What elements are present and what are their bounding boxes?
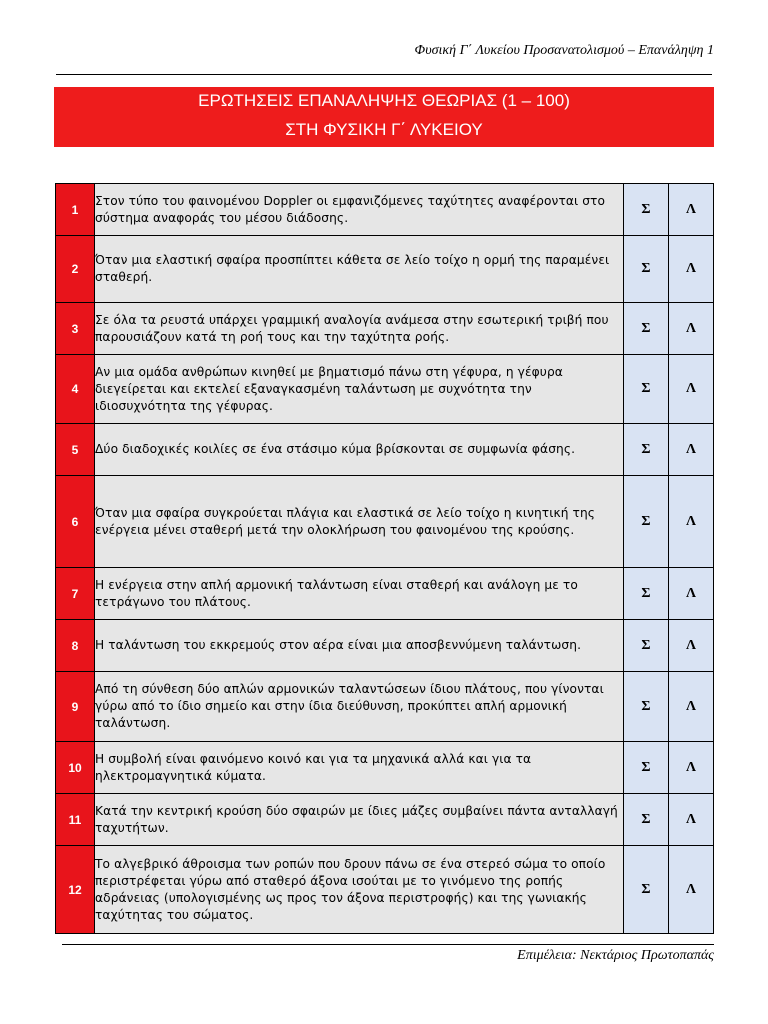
question-row — [56, 476, 714, 568]
answer-true-cell[interactable]: Σ — [624, 794, 669, 846]
footer-rule — [62, 944, 714, 945]
question-number: 12 — [56, 846, 95, 934]
title-banner — [54, 87, 714, 147]
answer-false-cell[interactable]: Λ — [669, 620, 714, 672]
answer-true-cell[interactable]: Σ — [624, 236, 669, 303]
answer-false-cell[interactable]: Λ — [669, 476, 714, 568]
question-number: 4 — [56, 355, 95, 424]
question-number: 7 — [56, 568, 95, 620]
question-row — [56, 424, 714, 476]
question-number: 6 — [56, 476, 95, 568]
question-text: Δύο διαδοχικές κοιλίες σε ένα στάσιμο κύμα βρίσκονται σε συμφωνία φάσης. — [95, 424, 624, 476]
question-number: 11 — [56, 794, 95, 846]
answer-true-cell[interactable]: Σ — [624, 424, 669, 476]
questions-table — [55, 183, 714, 934]
question-row — [56, 236, 714, 303]
question-row — [56, 846, 714, 934]
header-rule — [56, 74, 712, 75]
answer-false-cell[interactable]: Λ — [669, 672, 714, 742]
page-footer: Επιμέλεια: Νεκτάριος Πρωτοπαπάς — [517, 948, 714, 963]
answer-false-cell[interactable]: Λ — [669, 794, 714, 846]
question-row — [56, 355, 714, 424]
answer-true-cell[interactable]: Σ — [624, 672, 669, 742]
question-text: Σε όλα τα ρευστά υπάρχει γραμμική αναλογία ανάμεσα στην εσωτερική τριβή που παρουσιάζουν κατά τη ροή τους και την ταχύτητα ροής. — [95, 303, 624, 355]
question-text: Η συμβολή είναι φαινόμενο κοινό και για τα μηχανικά αλλά και για τα ηλεκτρομαγνητικά κύματα. — [95, 742, 624, 794]
question-text: Το αλγεβρικό άθροισμα των ροπών που δρουν πάνω σε ένα στερεό σώμα το οποίο περιστρέφεται γύρω από σταθερό άξονα ισούται με το γινόμενο της ροπής αδράνειας (υπολογισμένης ως προς τον άξονα περιστροφής) και της γωνιακής ταχύτητας του σώματος. — [95, 846, 624, 934]
question-number: 5 — [56, 424, 95, 476]
question-number: 2 — [56, 236, 95, 303]
answer-true-cell[interactable]: Σ — [624, 184, 669, 236]
page-header: Φυσική Γ΄ Λυκείου Προσανατολισμού – Επανάληψη 1 — [414, 43, 714, 58]
question-text: Στον τύπο του φαινομένου Doppler οι εμφανιζόμενες ταχύτητες αναφέρονται στο σύστημα αναφοράς του μέσου διάδοσης. — [95, 184, 624, 236]
question-text: Όταν μια σφαίρα συγκρούεται πλάγια και ελαστικά σε λείο τοίχο η κινητική της ενέργεια μένει σταθερή μετά την ολοκλήρωση του φαινομένου της κρούσης. — [95, 476, 624, 568]
question-number: 10 — [56, 742, 95, 794]
question-number: 3 — [56, 303, 95, 355]
answer-false-cell[interactable]: Λ — [669, 184, 714, 236]
question-text: Κατά την κεντρική κρούση δύο σφαιρών με ίδιες μάζες συμβαίνει πάντα ανταλλαγή ταχυτήτων. — [95, 794, 624, 846]
question-row — [56, 303, 714, 355]
answer-true-cell[interactable]: Σ — [624, 846, 669, 934]
question-text: Όταν μια ελαστική σφαίρα προσπίπτει κάθετα σε λείο τοίχο η ορμή της παραμένει σταθερή. — [95, 236, 624, 303]
question-text: Η ενέργεια στην απλή αρμονική ταλάντωση είναι σταθερή και ανάλογη με το τετράγωνο του πλάτους. — [95, 568, 624, 620]
question-number: 1 — [56, 184, 95, 236]
question-text: Η ταλάντωση του εκκρεμούς στον αέρα είναι μια αποσβεννύμενη ταλάντωση. — [95, 620, 624, 672]
answer-false-cell[interactable]: Λ — [669, 236, 714, 303]
answer-true-cell[interactable]: Σ — [624, 620, 669, 672]
answer-false-cell[interactable]: Λ — [669, 303, 714, 355]
answer-false-cell[interactable]: Λ — [669, 846, 714, 934]
question-number: 8 — [56, 620, 95, 672]
answer-false-cell[interactable]: Λ — [669, 424, 714, 476]
question-row — [56, 672, 714, 742]
answer-true-cell[interactable]: Σ — [624, 476, 669, 568]
banner-title-line1: ΕΡΩΤΗΣΕΙΣ ΕΠΑΝΑΛΗΨΗΣ ΘΕΩΡΙΑΣ (1 – 100) — [198, 91, 570, 110]
question-row — [56, 620, 714, 672]
answer-false-cell[interactable]: Λ — [669, 742, 714, 794]
question-row — [56, 568, 714, 620]
question-row — [56, 794, 714, 846]
answer-true-cell[interactable]: Σ — [624, 742, 669, 794]
question-text: Από τη σύνθεση δύο απλών αρμονικών ταλαντώσεων ίδιου πλάτους, που γίνονται γύρω από το ίδιο σημείο και στην ίδια διεύθυνση, προκύπτει απλή αρμονική ταλάντωση. — [95, 672, 624, 742]
banner-title-line2: ΣΤΗ ΦΥΣΙΚΗ Γ΄ ΛΥΚΕΙΟΥ — [285, 120, 483, 139]
answer-true-cell[interactable]: Σ — [624, 303, 669, 355]
answer-false-cell[interactable]: Λ — [669, 568, 714, 620]
answer-true-cell[interactable]: Σ — [624, 355, 669, 424]
question-row — [56, 742, 714, 794]
question-number: 9 — [56, 672, 95, 742]
question-row — [56, 184, 714, 236]
question-text: Αν μια ομάδα ανθρώπων κινηθεί με βηματισμό πάνω στη γέφυρα, η γέφυρα διεγείρεται και εκτελεί εξαναγκασμένη ταλάντωση με συχνότητα την ιδιοσυχνότητα της γέφυρας. — [95, 355, 624, 424]
answer-true-cell[interactable]: Σ — [624, 568, 669, 620]
answer-false-cell[interactable]: Λ — [669, 355, 714, 424]
